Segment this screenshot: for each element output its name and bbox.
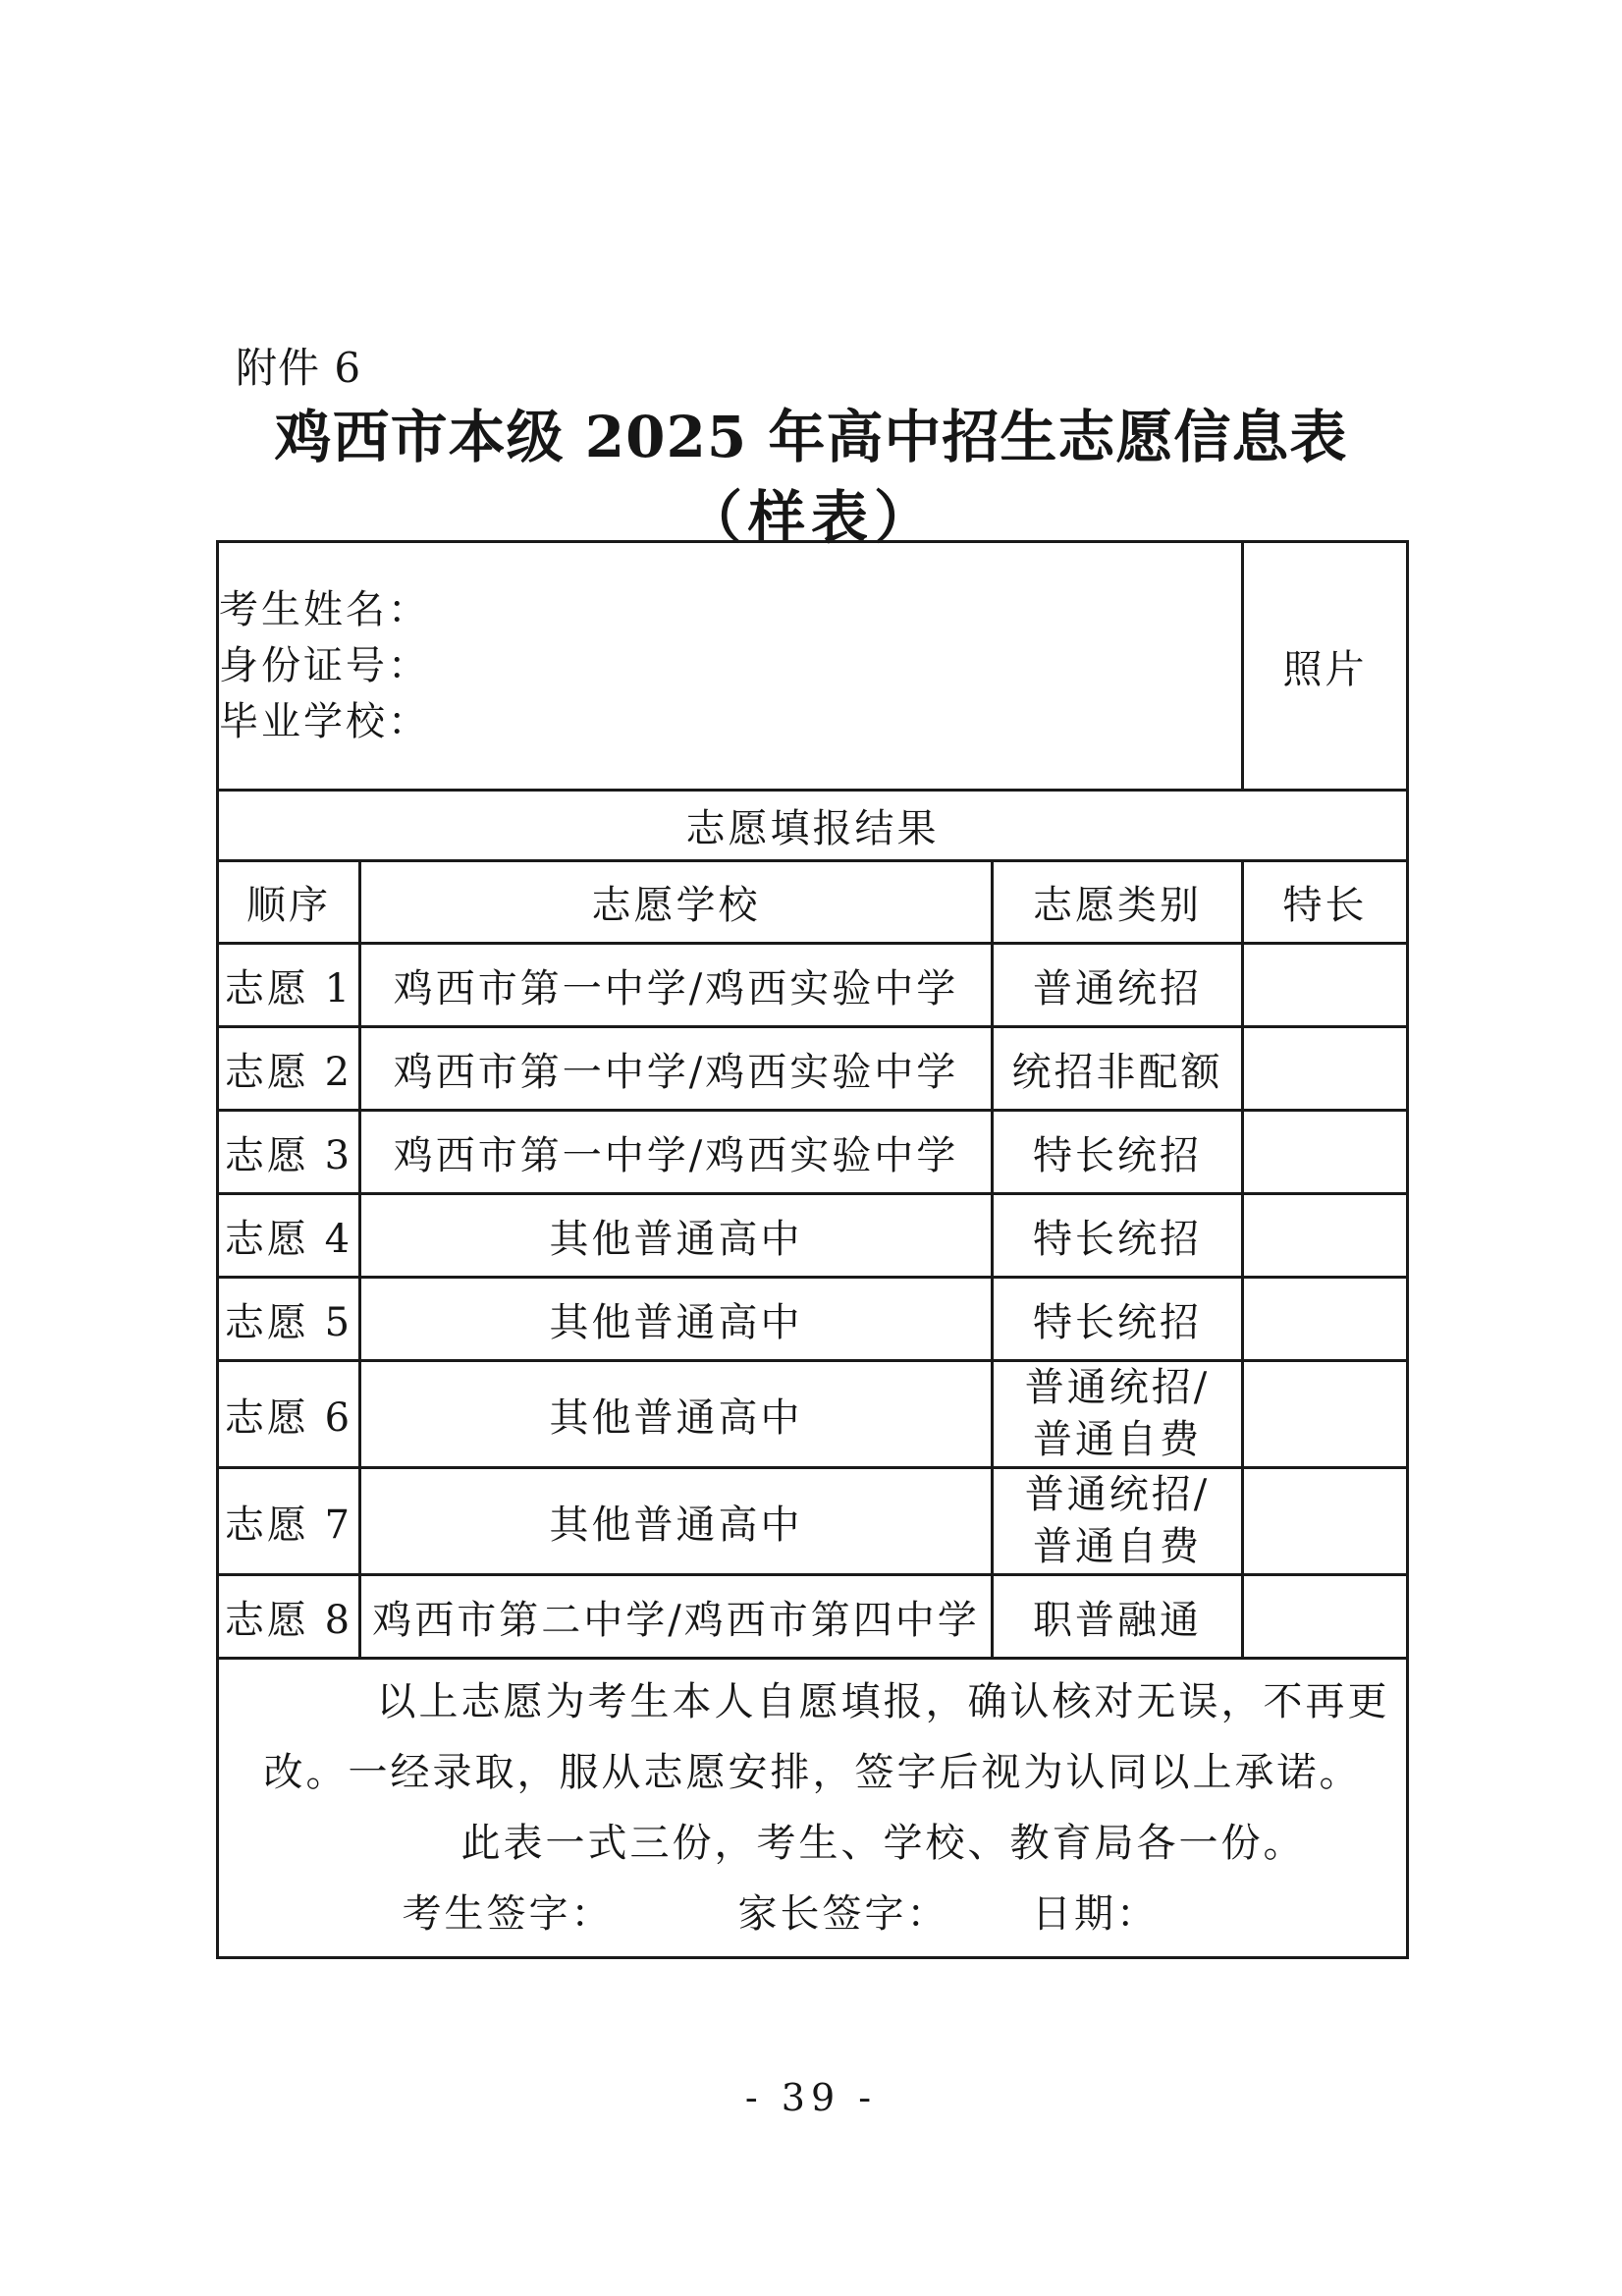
category-line: 普通自费	[1033, 1417, 1203, 1462]
row-order: 志愿 6	[218, 1361, 360, 1468]
row-specialty	[1243, 1468, 1408, 1575]
row-specialty	[1243, 1194, 1408, 1278]
row-school: 其他普通高中	[360, 1194, 993, 1278]
row-school: 其他普通高中	[360, 1361, 993, 1468]
section-title-row	[218, 791, 1408, 861]
category-line: 普通统招/	[1024, 1365, 1211, 1410]
row-specialty	[1243, 944, 1408, 1027]
attachment-label: 附件 6	[236, 344, 362, 392]
declaration-paragraph: 以上志愿为考生本人自愿填报，确认核对无误，不再更改。一经录取，服从志愿安排，签字后视为认同以上承诺。	[263, 1679, 1390, 1795]
row-school: 鸡西市第一中学/鸡西实验中学	[360, 944, 993, 1027]
table-row	[218, 1575, 1408, 1659]
row-category	[993, 1361, 1243, 1468]
row-order: 志愿 8	[218, 1575, 360, 1659]
row-category: 统招非配额	[993, 1027, 1243, 1111]
header-order: 顺序	[218, 861, 360, 944]
row-specialty	[1243, 1361, 1408, 1468]
parent-signature-label: 家长签字：	[737, 1891, 949, 1937]
row-specialty	[1243, 1027, 1408, 1111]
row-specialty	[1243, 1111, 1408, 1194]
row-school: 鸡西市第一中学/鸡西实验中学	[360, 1027, 993, 1111]
document-subtitle: （样表）	[684, 484, 937, 551]
table-row	[218, 1361, 1408, 1468]
page-number: - 39 -	[744, 2076, 878, 2119]
declaration-row	[218, 1659, 1408, 1958]
applicant-info-row	[218, 542, 1408, 791]
application-form-table	[216, 540, 1409, 1959]
table-row	[218, 944, 1408, 1027]
row-specialty	[1243, 1575, 1408, 1659]
row-order: 志愿 3	[218, 1111, 360, 1194]
results-section-title: 志愿填报结果	[218, 791, 1408, 861]
header-specialty: 特长	[1243, 861, 1408, 944]
row-order: 志愿 4	[218, 1194, 360, 1278]
row-order: 志愿 1	[218, 944, 360, 1027]
row-specialty	[1243, 1278, 1408, 1361]
photo-cell: 照片	[1243, 542, 1408, 791]
table-row	[218, 1194, 1408, 1278]
declaration-cell	[218, 1659, 1408, 1958]
graduation-school-field: 毕业学校：	[219, 698, 430, 744]
row-category	[993, 1468, 1243, 1575]
date-label: 日期：	[1032, 1891, 1159, 1937]
header-category: 志愿类别	[993, 861, 1243, 944]
row-order: 志愿 5	[218, 1278, 360, 1361]
student-name-field: 考生姓名：	[219, 586, 430, 632]
applicant-info-cell	[218, 542, 1243, 791]
table-row	[218, 1027, 1408, 1111]
row-school: 鸡西市第二中学/鸡西市第四中学	[360, 1575, 993, 1659]
row-category: 普通统招	[993, 944, 1243, 1027]
row-category: 特长统招	[993, 1278, 1243, 1361]
table-header-row	[218, 861, 1408, 944]
header-school: 志愿学校	[360, 861, 993, 944]
row-school: 其他普通高中	[360, 1468, 993, 1575]
document-title: 鸡西市本级 2025 年高中招生志愿信息表	[274, 404, 1348, 470]
row-category: 特长统招	[993, 1194, 1243, 1278]
category-line: 普通统招/	[1024, 1472, 1211, 1517]
table-row	[218, 1111, 1408, 1194]
row-order: 志愿 7	[218, 1468, 360, 1575]
signature-line	[219, 1879, 1406, 1949]
table-row	[218, 1468, 1408, 1575]
row-school: 鸡西市第一中学/鸡西实验中学	[360, 1111, 993, 1194]
student-signature-label: 考生签字：	[402, 1891, 614, 1937]
copies-note: 此表一式三份，考生、学校、教育局各一份。	[460, 1821, 1306, 1866]
row-school: 其他普通高中	[360, 1278, 993, 1361]
row-order: 志愿 2	[218, 1027, 360, 1111]
category-line: 普通自费	[1033, 1524, 1203, 1569]
row-category: 职普融通	[993, 1575, 1243, 1659]
id-number-field: 身份证号：	[219, 642, 430, 688]
row-category: 特长统招	[993, 1111, 1243, 1194]
table-row	[218, 1278, 1408, 1361]
